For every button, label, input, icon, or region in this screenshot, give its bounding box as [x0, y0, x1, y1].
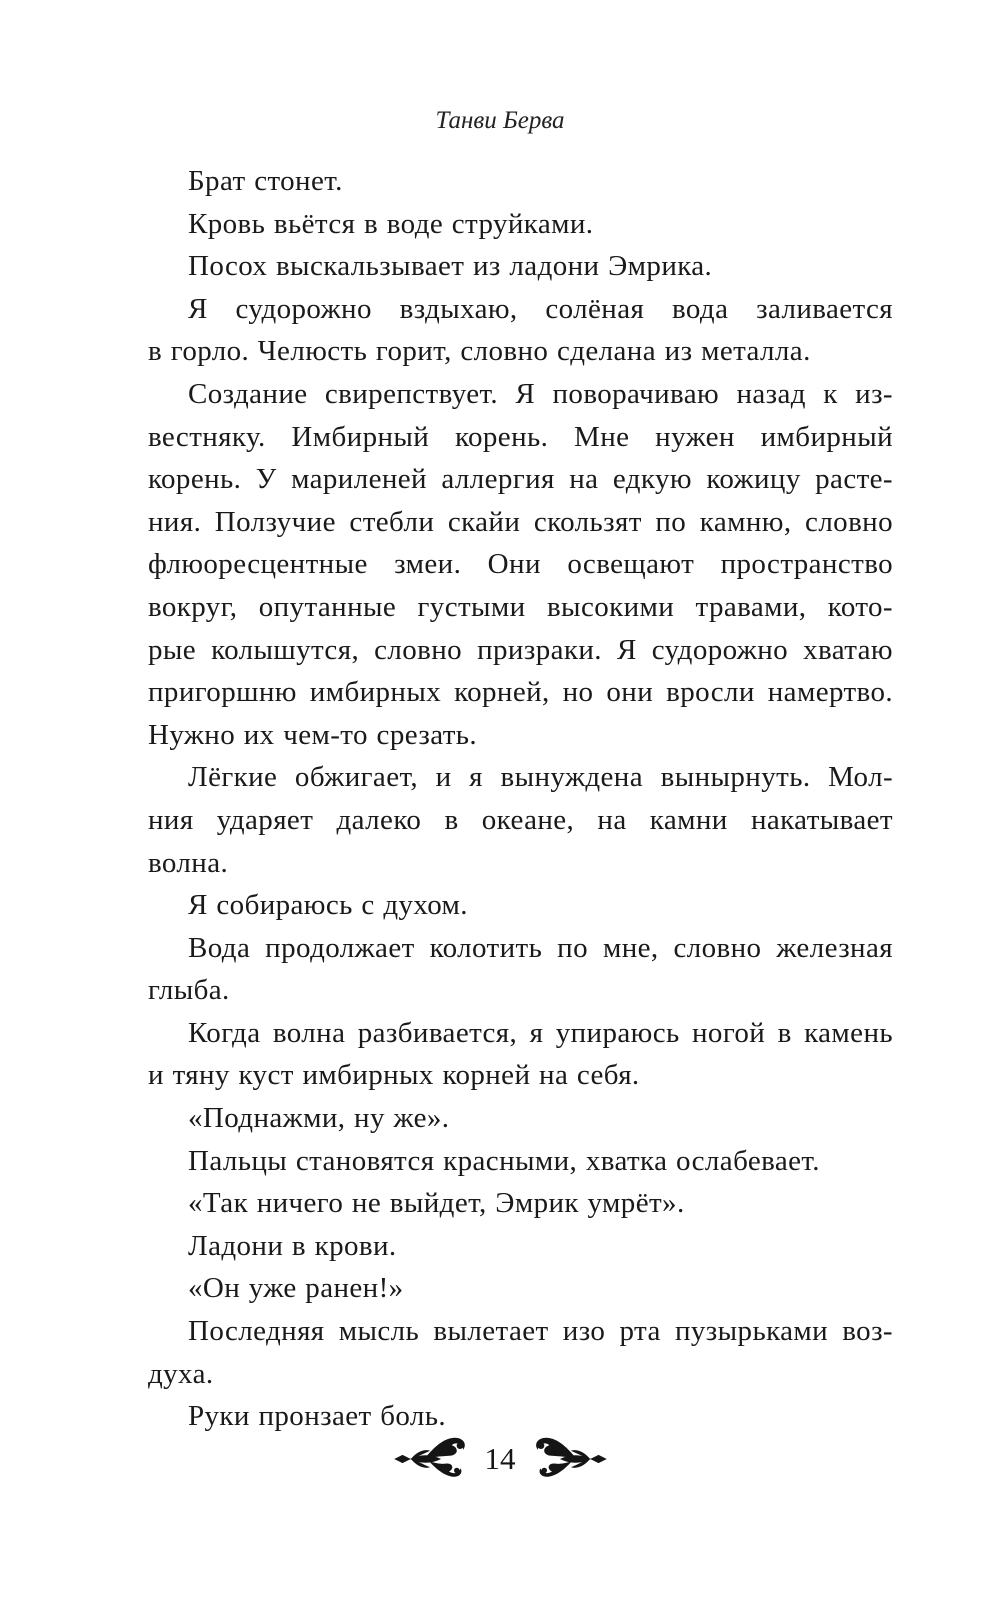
- paragraph-line: «Он уже ранен!»: [188, 1272, 404, 1305]
- paragraph-line: вокруг, опутанные густыми высокими травами, кото-: [148, 590, 893, 623]
- paragraph-line: Лёгкие обжигает, и я вынуждена вынырнуть. Мол-: [188, 761, 893, 794]
- fleuron-ornament-left-icon: [391, 1436, 471, 1482]
- paragraph-line: корень. У мариленей аллергия на едкую кожицу расте-: [148, 463, 893, 496]
- fleuron-ornament-right-icon: [530, 1436, 610, 1482]
- paragraph-line: в горло. Челюсть горит, словно сделана из металла.: [148, 335, 811, 368]
- paragraph-line: глыба.: [148, 974, 230, 1007]
- paragraph-line: «Так ничего не выйдет, Эмрик умрёт».: [188, 1187, 685, 1220]
- paragraph-line: ния. Ползучие стебли скайи скользят по камню, словно: [148, 505, 893, 538]
- paragraph-line: Нужно их чем-то срезать.: [148, 718, 478, 751]
- paragraph-line: Ладони в крови.: [188, 1229, 397, 1262]
- paragraph-line: волна.: [148, 846, 229, 879]
- paragraph-line: Пальцы становятся красными, хватка ослабевает.: [188, 1144, 820, 1177]
- paragraph-line: ния ударяет далеко в океане, на камни накатывает: [148, 803, 893, 836]
- paragraph-line: духа.: [148, 1357, 214, 1390]
- paragraph-line: и тяну куст имбирных корней на себя.: [148, 1059, 640, 1092]
- paragraph-line: пригоршню имбирных корней, но они вросли намертво.: [148, 676, 893, 709]
- paragraph-line: флюоресцентные змеи. Они освещают пространство: [148, 548, 893, 581]
- paragraph-line: Я судорожно вздыхаю, солёная вода заливается: [188, 292, 893, 325]
- paragraph-line: Посох выскальзывает из ладони Эмрика.: [188, 250, 713, 283]
- paragraph-line: Создание свирепствует. Я поворачиваю назад к из-: [188, 377, 893, 410]
- paragraph-line: Когда волна разбивается, я упираюсь ногой в камень: [188, 1016, 893, 1049]
- paragraph-line: Я собираюсь с духом.: [188, 889, 468, 922]
- running-header-author: Танви Берва: [435, 107, 565, 134]
- paragraph-line: Руки пронзает боль.: [188, 1400, 447, 1433]
- paragraph-line: вестняку. Имбирный корень. Мне нужен имбирный: [148, 420, 893, 453]
- paragraph-line: Кровь вьётся в воде струйками.: [188, 207, 594, 240]
- page-footer: [0, 1436, 1000, 1482]
- paragraph-line: рые колышутся, словно призраки. Я судорожно хватаю: [148, 633, 893, 666]
- page-number: 14: [484, 1441, 516, 1476]
- paragraph-line: «Поднажми, ну же».: [188, 1102, 450, 1135]
- paragraph-line: Вода продолжает колотить по мне, словно железная: [188, 931, 893, 964]
- paragraph-line: Брат стонет.: [188, 165, 343, 197]
- paragraph-line: Последняя мысль вылетает изо рта пузырьками воз-: [188, 1315, 893, 1348]
- text-block: [148, 160, 893, 1438]
